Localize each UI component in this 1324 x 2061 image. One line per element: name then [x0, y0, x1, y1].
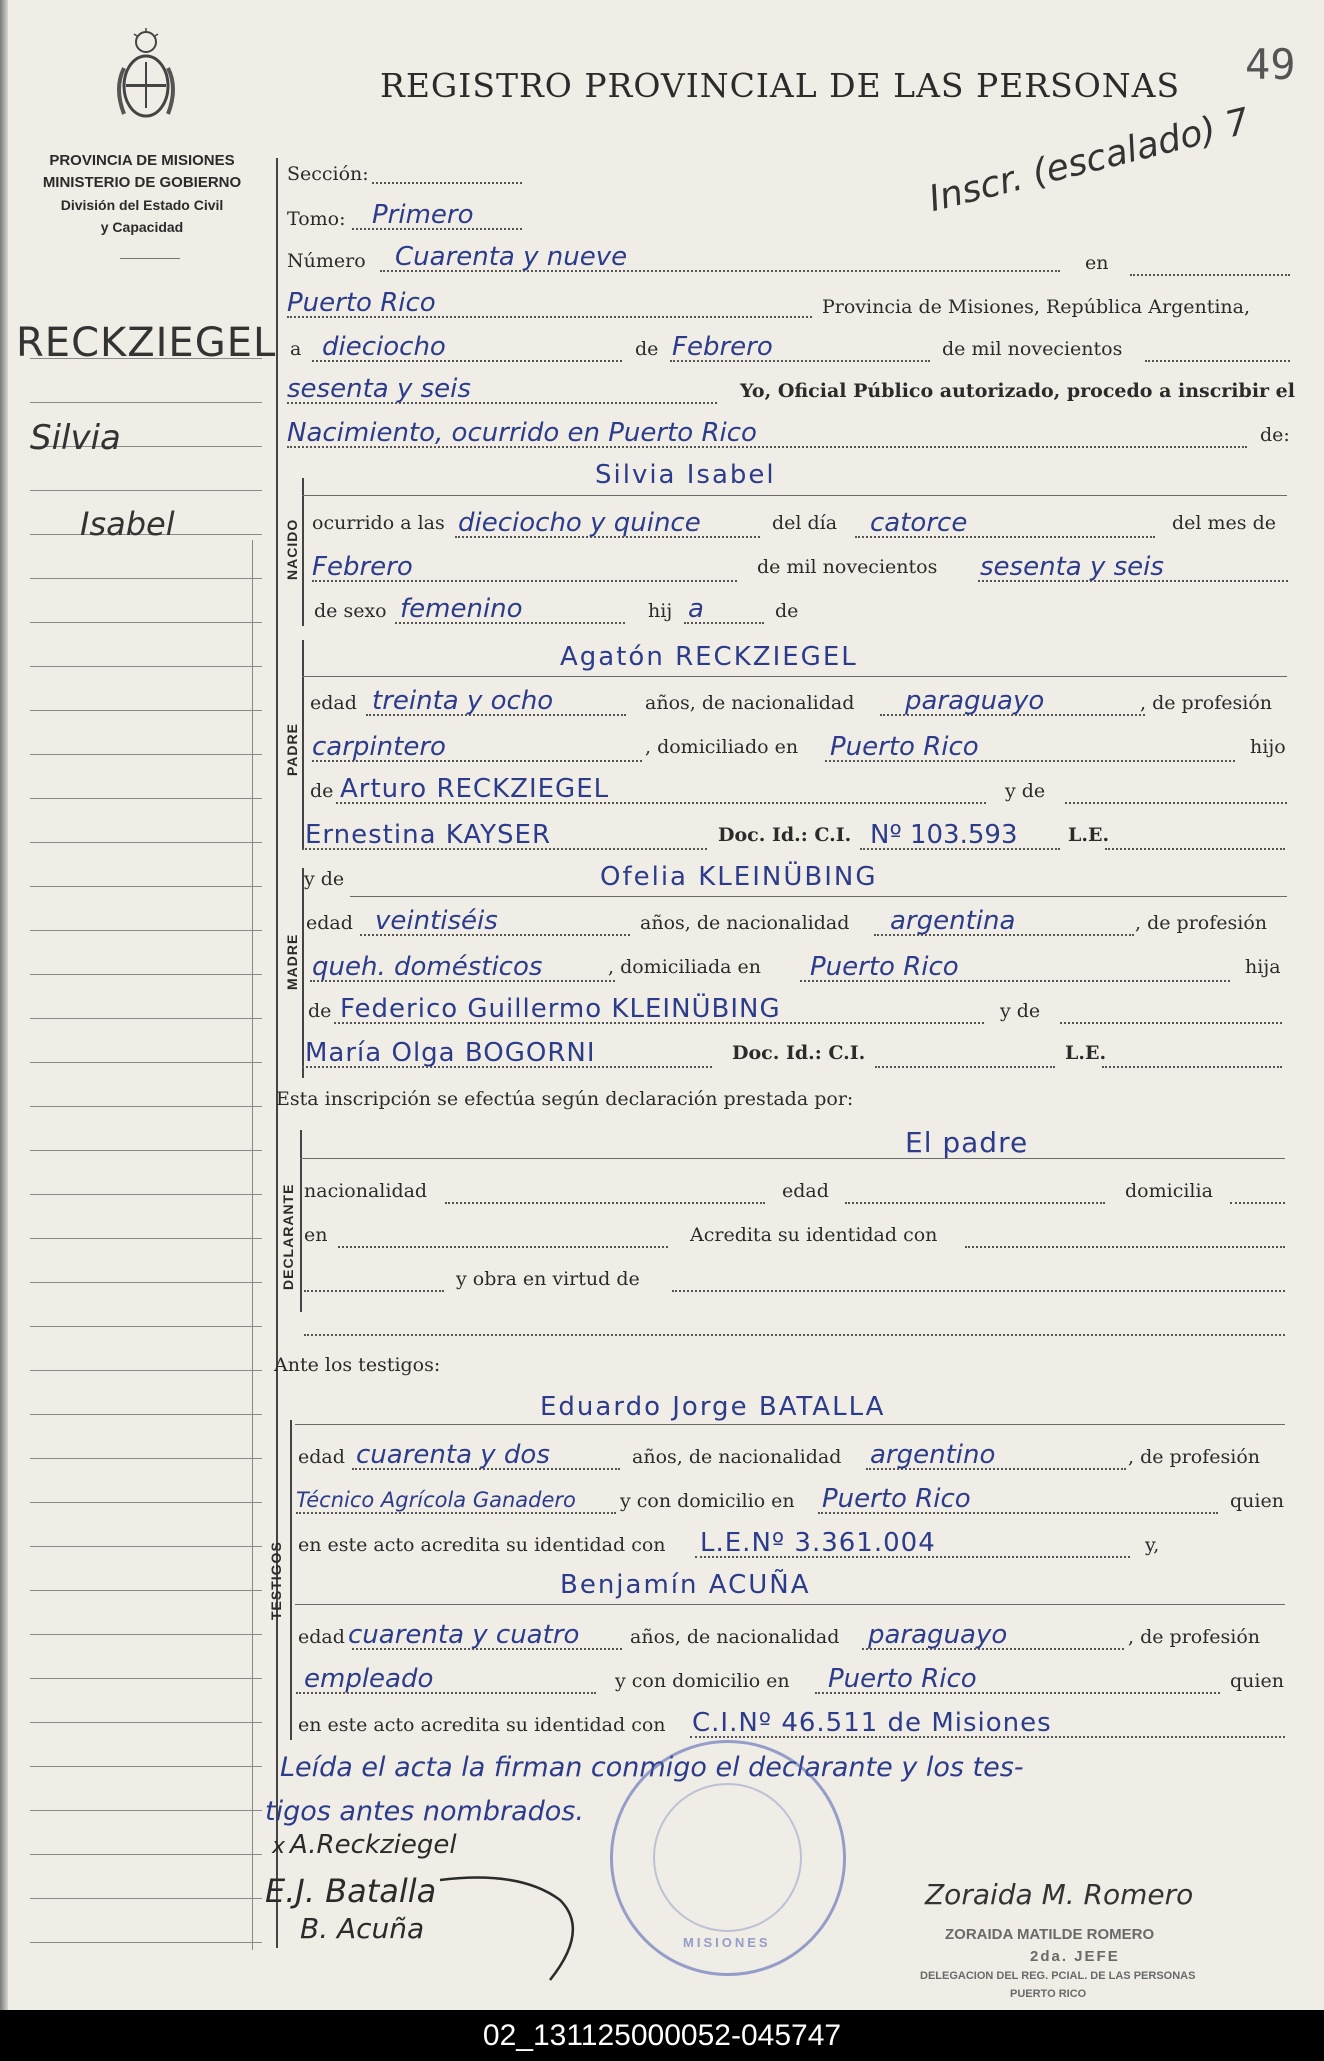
signature-testigo-2: B. Acuña	[300, 1912, 425, 1945]
margin-surname: RECKZIEGEL	[16, 320, 277, 366]
label-seccion: Sección:	[287, 163, 369, 185]
field-decl-domicilia	[1230, 1202, 1285, 1204]
label-madre-le: L.E.	[1065, 1042, 1107, 1064]
value-testigo2-nac: paraguayo	[868, 1620, 1008, 1650]
label-hijo: hijo	[1250, 736, 1286, 758]
label-del-dia: del día	[772, 512, 838, 534]
value-padre-nombre: Agatón RECKZIEGEL	[560, 642, 858, 672]
margin-rule	[30, 842, 262, 843]
margin-rule	[30, 1106, 262, 1107]
margin-rule	[30, 798, 262, 799]
value-madre-padre: Federico Guillermo KLEINÜBING	[340, 994, 781, 1024]
value-tomo: Primero	[372, 200, 474, 230]
margin-divider	[276, 158, 278, 1948]
margin-rule	[30, 402, 262, 403]
field-decl-acredita	[965, 1246, 1285, 1248]
label-t2-quien: quien	[1230, 1670, 1284, 1692]
value-hora: dieciocho y quince	[458, 508, 701, 538]
value-testigo2-edad: cuarenta y cuatro	[348, 1620, 580, 1650]
label-en: en	[1085, 252, 1109, 274]
field-decl-obra-pre	[304, 1290, 444, 1292]
signature-x: x	[272, 1834, 286, 1859]
section-padre: PADRE	[284, 723, 300, 776]
label-madre-nac: años, de nacionalidad	[640, 912, 850, 934]
section-nacido: NACIDO	[284, 518, 300, 580]
official-stamp-inner	[653, 1783, 802, 1932]
value-testigo1-nombre: Eduardo Jorge BATALLA	[540, 1392, 886, 1422]
margin-name-1: Silvia	[30, 418, 121, 458]
label-t1-quien: quien	[1230, 1490, 1284, 1512]
field-madre-doc	[875, 1066, 1055, 1068]
nacido-name-rule	[302, 495, 1287, 496]
testigos-bracket	[290, 1420, 292, 1740]
label-madre-edad: edad	[306, 912, 353, 934]
value-madre-nac: argentina	[890, 906, 1016, 936]
document-id-bar	[0, 2010, 1324, 2061]
label-madre-y-de-2: y de	[1000, 1000, 1041, 1022]
label-t2-edad: edad	[298, 1626, 345, 1648]
field-t1-prof	[296, 1512, 616, 1514]
margin-name-2: Isabel	[80, 505, 175, 543]
closing-line-1: Leída el acta la firman conmigo el declarante y los tes-	[280, 1752, 1024, 1783]
nacido-bracket	[302, 478, 304, 626]
madre-bracket	[302, 868, 304, 1078]
margin-rule	[30, 1194, 262, 1195]
value-dia: catorce	[870, 508, 968, 538]
value-madre-prof: queh. domésticos	[312, 952, 543, 982]
value-sexo: femenino	[400, 594, 523, 624]
stamp-text: MISIONES	[683, 1935, 771, 1950]
label-decl-obra: y obra en virtud de	[456, 1268, 640, 1290]
value-mes-nac: Febrero	[312, 552, 413, 582]
margin-rule	[30, 666, 262, 667]
signature-testigo-1: E.J. Batalla	[265, 1872, 437, 1910]
field-decl-obra	[672, 1290, 1285, 1292]
value-madre-madre: María Olga BOGORNI	[305, 1038, 596, 1068]
margin-rule	[30, 622, 262, 623]
label-padre-nac: años, de nacionalidad	[645, 692, 855, 714]
section-testigos: TESTIGOS	[268, 1541, 284, 1620]
field-padre-le	[1105, 848, 1285, 850]
label-hija: hija	[1245, 956, 1281, 978]
label-domiciliada: , domiciliada en	[608, 956, 761, 978]
label-sexo: de sexo	[314, 600, 387, 622]
label-padre-le: L.E.	[1068, 824, 1110, 846]
label-t2-acredita: en este acto acredita su identidad con	[298, 1714, 666, 1736]
margin-rule	[30, 754, 262, 755]
margin-rule	[30, 1414, 262, 1415]
label-de-colon: de:	[1260, 424, 1290, 446]
label-t1-edad: edad	[298, 1446, 345, 1468]
madre-name-rule	[350, 896, 1287, 897]
label-padre-doc: Doc. Id.: C.I.	[718, 824, 852, 846]
field-decl-en	[338, 1246, 668, 1248]
field-decl-extra	[304, 1334, 1285, 1336]
margin-rule	[30, 710, 262, 711]
label-oficial: Yo, Oficial Público autorizado, procedo a inscribir el	[740, 380, 1295, 402]
field-madre-y-de	[1060, 1022, 1282, 1024]
oficial-stamp-city: PUERTO RICO	[1010, 1988, 1087, 2000]
label-madre-de: de	[308, 1000, 332, 1022]
value-testigo2-prof: empleado	[304, 1664, 434, 1694]
label-t1-y: y,	[1145, 1534, 1160, 1556]
label-t1-acredita: en este acto acredita su identidad con	[298, 1534, 666, 1556]
margin-annotation: Inscr. (escalado) 7	[924, 100, 1254, 221]
signature-oficial: Zoraida M. Romero	[925, 1878, 1194, 1911]
value-madre-dom: Puerto Rico	[810, 952, 959, 982]
label-t1-domicilio: y con domicilio en	[620, 1490, 795, 1512]
value-testigo2-nombre: Benjamín ACUÑA	[560, 1570, 811, 1600]
signature-flourish-icon	[440, 1870, 600, 1990]
page-number: 49	[1245, 40, 1296, 89]
value-testigo1-nac: argentino	[870, 1440, 996, 1470]
value-testigo1-doc: L.E.Nº 3.361.004	[700, 1528, 936, 1558]
margin-rule	[30, 1898, 262, 1899]
value-anio-nac: sesenta y seis	[980, 552, 1164, 582]
oficial-stamp-role: 2da. JEFE	[1030, 1948, 1120, 1965]
testigo1-name-rule	[295, 1424, 1285, 1425]
label-padre-de: de	[310, 780, 334, 802]
institution-division: División del Estado Civil	[60, 197, 224, 213]
institution-rule	[120, 258, 180, 259]
value-madre-edad: veintiséis	[375, 906, 498, 936]
margin-rule	[30, 1634, 262, 1635]
margin-rule	[30, 1810, 262, 1811]
label-decl-acredita: Acredita su identidad con	[690, 1224, 938, 1246]
margin-rule	[30, 1590, 262, 1591]
margin-rule	[30, 1282, 262, 1283]
field-en	[1130, 274, 1290, 276]
margin-rule	[30, 1062, 262, 1063]
padre-bracket	[302, 640, 304, 850]
margin-rule	[30, 1766, 262, 1767]
value-nacido-nombre: Silvia Isabel	[595, 460, 776, 490]
label-de-mil-nac: de mil novecientos	[757, 556, 938, 578]
value-padre-dom: Puerto Rico	[830, 732, 979, 762]
margin-rule	[30, 1546, 262, 1547]
label-numero: Número	[287, 250, 366, 272]
value-madre-nombre: Ofelia KLEINÜBING	[600, 862, 878, 892]
field-anio-a	[1145, 360, 1290, 362]
label-padre-y-de: y de	[1005, 780, 1046, 802]
label-a: a	[290, 338, 302, 360]
margin-rule	[30, 1150, 262, 1151]
value-padre-prof: carpintero	[312, 732, 446, 762]
field-decl-edad	[845, 1202, 1105, 1204]
section-declarante: DECLARANTE	[280, 1183, 296, 1290]
value-testigo1-dom: Puerto Rico	[822, 1484, 971, 1514]
margin-rule	[30, 930, 262, 931]
margin-rule	[30, 1854, 262, 1855]
margin-rule	[30, 578, 262, 579]
label-ocurrido: ocurrido a las	[312, 512, 445, 534]
label-madre-doc: Doc. Id.: C.I.	[732, 1042, 866, 1064]
margin-rule	[30, 1370, 262, 1371]
margin-rule	[30, 1238, 262, 1239]
margin-rule	[30, 974, 262, 975]
margin-divider-inner	[252, 540, 253, 1950]
institution-capacity: y Capacidad	[100, 219, 184, 235]
page-title: REGISTRO PROVINCIAL DE LAS PERSONAS	[380, 66, 1181, 105]
value-lugar: Puerto Rico	[287, 288, 436, 318]
label-decl-nacionalidad: nacionalidad	[304, 1180, 428, 1202]
label-declaracion: Esta inscripción se efectúa según declaración prestada por:	[276, 1088, 854, 1110]
margin-rule	[30, 1722, 262, 1723]
label-de-mil: de mil novecientos	[942, 338, 1123, 360]
value-padre-padre: Arturo RECKZIEGEL	[340, 774, 610, 804]
label-padre-edad: edad	[310, 692, 357, 714]
binding-edge	[0, 0, 8, 2010]
testigo2-name-rule	[295, 1604, 1285, 1605]
label-t2-prof: , de profesión	[1128, 1626, 1260, 1648]
label-decl-en: en	[304, 1224, 328, 1246]
label-tomo: Tomo:	[287, 208, 346, 230]
label-testigos: Ante los testigos:	[274, 1354, 441, 1376]
value-testigo1-prof: Técnico Agrícola Ganadero	[296, 1488, 576, 1512]
closing-line-2: tigos antes nombrados.	[265, 1796, 584, 1827]
document-id: 02_131125000052-045747	[482, 2019, 842, 2052]
coat-of-arms-icon	[108, 28, 184, 128]
margin-rule	[30, 1458, 262, 1459]
label-domiciliado: , domiciliado en	[645, 736, 799, 758]
official-stamp	[610, 1740, 846, 1976]
section-madre: MADRE	[284, 933, 300, 990]
label-decl-domicilia: domicilia	[1125, 1180, 1213, 1202]
field-decl-nacionalidad	[445, 1202, 765, 1204]
margin-rule	[30, 1942, 262, 1943]
label-decl-edad: edad	[782, 1180, 829, 1202]
institution-ministry: MINISTERIO DE GOBIERNO	[42, 174, 242, 191]
margin-rule	[30, 1678, 262, 1679]
label-t1-nac: años, de nacionalidad	[632, 1446, 842, 1468]
value-numero: Cuarenta y nueve	[395, 242, 628, 272]
signature-declarante: A.Reckziegel	[290, 1830, 457, 1860]
value-testigo2-doc: C.I.Nº 46.511 de Misiones	[692, 1708, 1052, 1738]
label-t2-nac: años, de nacionalidad	[630, 1626, 840, 1648]
label-de-nac: de	[775, 600, 799, 622]
value-testigo1-edad: cuarenta y dos	[356, 1440, 550, 1470]
label-hij: hij	[648, 600, 673, 622]
value-padre-doc: Nº 103.593	[870, 820, 1018, 850]
value-declarante: El padre	[905, 1126, 1029, 1159]
margin-rule	[30, 1018, 262, 1019]
field-seccion	[372, 182, 522, 184]
declarante-name-rule	[300, 1158, 1285, 1159]
institution-province: PROVINCIA DE MISIONES	[49, 152, 235, 169]
value-padre-madre: Ernestina KAYSER	[305, 820, 552, 850]
margin-rule	[30, 1502, 262, 1503]
field-padre-y-de	[1065, 802, 1287, 804]
value-acto: Nacimiento, ocurrido en Puerto Rico	[287, 418, 757, 448]
label-provincia: Provincia de Misiones, República Argentina,	[822, 296, 1251, 318]
label-de: de	[635, 338, 659, 360]
value-anio: sesenta y seis	[287, 374, 471, 404]
padre-name-rule	[302, 676, 1287, 677]
margin-rule	[30, 490, 262, 491]
label-madre-y-de: y de	[304, 868, 345, 890]
value-padre-nac: paraguayo	[905, 686, 1045, 716]
label-del-mes: del mes de	[1172, 512, 1276, 534]
label-madre-prof: , de profesión	[1135, 912, 1267, 934]
label-t1-prof: , de profesión	[1128, 1446, 1260, 1468]
institution-block	[22, 150, 262, 238]
oficial-stamp-name: ZORAIDA MATILDE ROMERO	[945, 1926, 1155, 1943]
margin-rule	[30, 1326, 262, 1327]
label-t2-domicilio: y con domicilio en	[615, 1670, 790, 1692]
value-testigo2-dom: Puerto Rico	[828, 1664, 977, 1694]
value-padre-edad: treinta y ocho	[372, 686, 554, 716]
oficial-stamp-office: DELEGACION DEL REG. PCIAL. DE LAS PERSONAS	[920, 1970, 1196, 1982]
label-padre-prof: , de profesión	[1140, 692, 1272, 714]
value-mes: Febrero	[672, 332, 773, 362]
margin-rule	[30, 886, 262, 887]
value-hij: a	[688, 594, 704, 624]
value-dia-letras: dieciocho	[322, 332, 446, 362]
field-madre-le	[1102, 1066, 1282, 1068]
